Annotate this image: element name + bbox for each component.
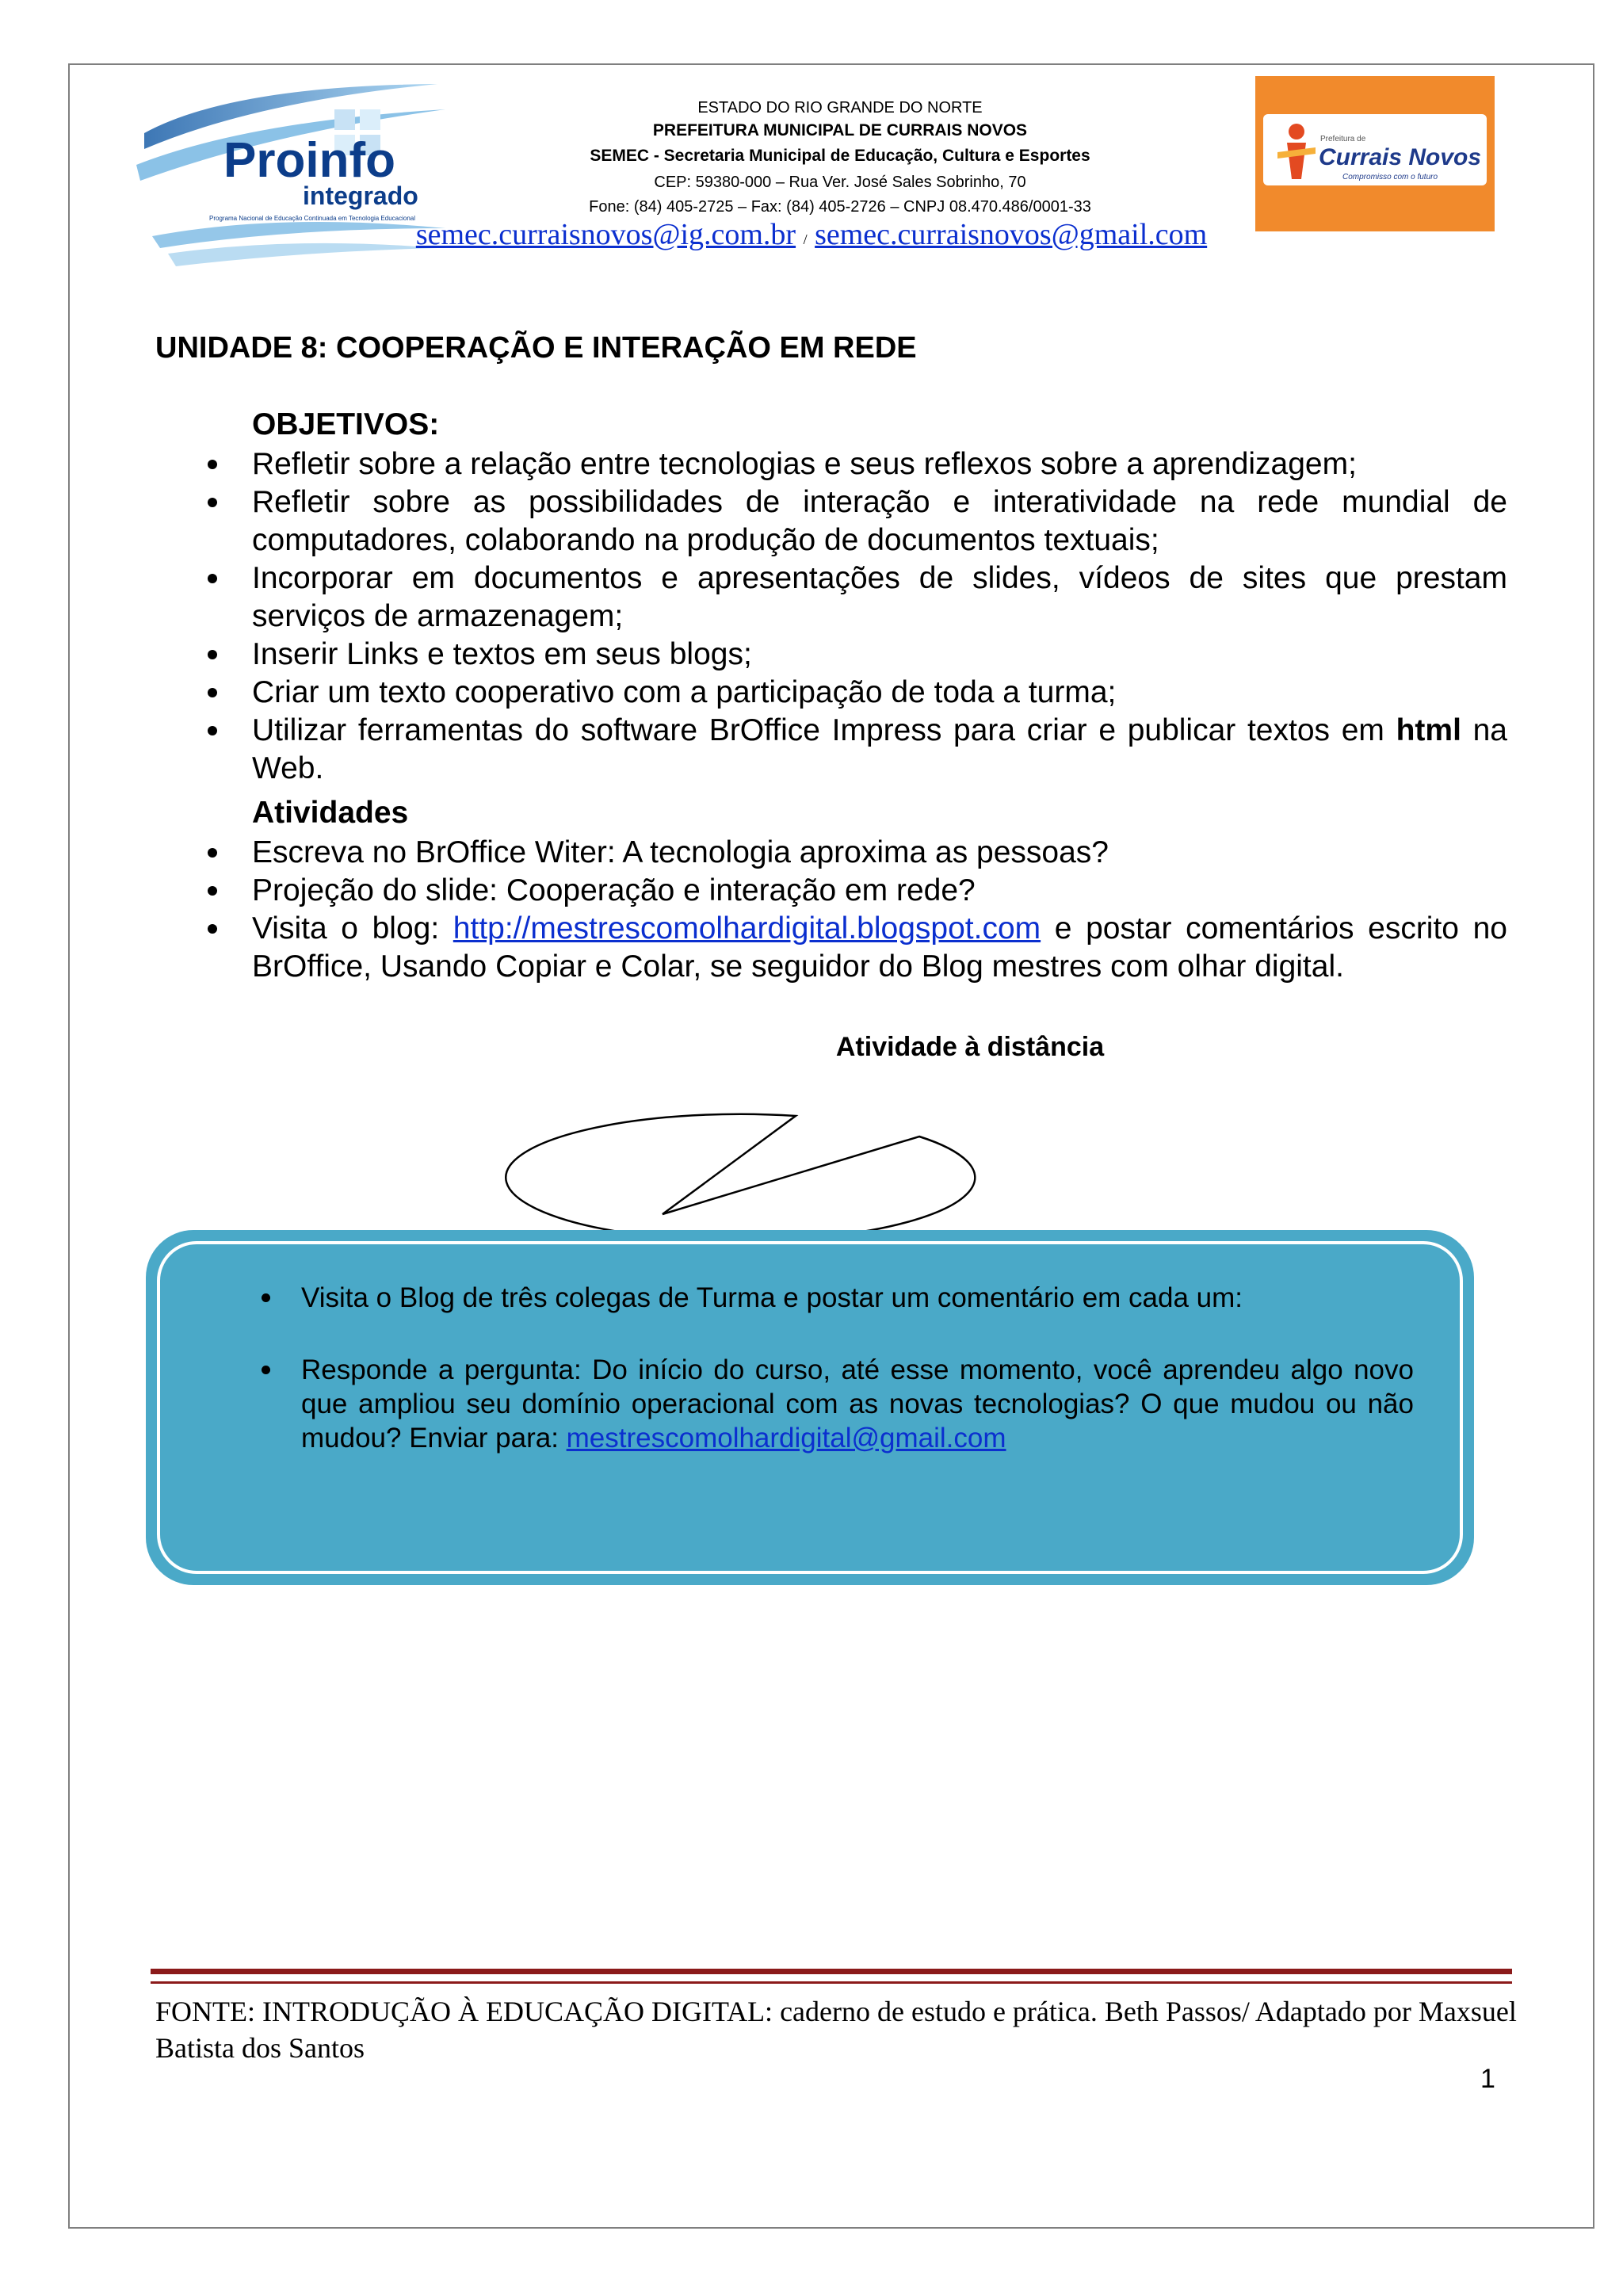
activity-text-end: e postar comentários escrito no BrOffice, Usando Copiar e Colar, se seguidor do Blog mestres com olhar digital. — [252, 911, 1507, 984]
email-separator: / — [803, 231, 808, 247]
currais-novos-logo — [1255, 76, 1495, 231]
email-link-mestres[interactable]: mestrescomolhardigital@gmail.com — [566, 1423, 1006, 1454]
currais-novos-logo-text: Currais Novos — [1319, 144, 1482, 170]
distance-item — [301, 1353, 1414, 1455]
page-number: 1 — [1480, 2064, 1495, 2094]
header-prefeitura: PREFEITURA MUNICIPAL DE CURRAIS NOVOS — [652, 121, 1028, 139]
currais-novos-logo-top: Prefeitura de — [1320, 135, 1366, 143]
blog-link[interactable]: http://mestrescomolhardigital.blogspot.com — [453, 911, 1041, 946]
currais-novos-logo-tagline: Compromisso com o futuro — [1342, 173, 1438, 181]
objective-item: Inserir Links e textos em seus blogs; — [252, 636, 1507, 674]
proinfo-logo-text: Proinfo — [223, 133, 395, 188]
footer-source: FONTE: INTRODUÇÃO À EDUCAÇÃO DIGITAL: caderno de estudo e prática. Beth Passos/ Adaptado por Maxsuel Batista dos Santos — [155, 1996, 1517, 2064]
activity-item: Escreva no BrOffice Witer: A tecnologia aproxima as pessoas? — [252, 834, 1507, 872]
proinfo-logo-subtext: integrado — [303, 181, 418, 210]
activities-heading: Atividades — [252, 796, 409, 830]
objective-item: Criar um texto cooperativo com a participação de toda a turma; — [252, 674, 1507, 712]
objective-html-keyword: html — [1396, 713, 1461, 747]
footer-rule-thick — [151, 1969, 1512, 1974]
objectives-list — [252, 445, 1507, 788]
objective-item: Refletir sobre a relação entre tecnologias e seus reflexos sobre a aprendizagem; — [252, 445, 1507, 483]
header-address: CEP: 59380-000 – Rua Ver. José Sales Sobrinho, 70 — [654, 174, 1026, 191]
proinfo-logo-caption: Programa Nacional de Educação Continuada em Tecnologia Educacional — [209, 215, 416, 222]
objectives-heading: OBJETIVOS: — [252, 407, 440, 441]
objective-text-end: na Web. — [252, 713, 1507, 785]
activity-item — [252, 910, 1507, 986]
header-emails — [0, 217, 1623, 252]
activity-item: Projeção do slide: Cooperação e interação em rede? — [252, 872, 1507, 910]
objective-item — [252, 712, 1507, 788]
bubble-label: Atividade à distância — [835, 1032, 1105, 1062]
email-link-gmail[interactable]: semec.curraisnovos@gmail.com — [815, 218, 1208, 251]
footer-rule-thin — [151, 1981, 1512, 1984]
objective-item: Refletir sobre as possibilidades de interação e interatividade na rede mundial de computadores, colaborando na produção de documentos textuais; — [252, 483, 1507, 560]
activities-list — [252, 834, 1507, 986]
distance-activity-list — [301, 1281, 1414, 1493]
header-phone: Fone: (84) 405-2725 – Fax: (84) 405-2726 – CNPJ 08.470.486/0001-33 — [589, 198, 1091, 216]
distance-question: Responde a pergunta: Do início do curso, até esse momento, você aprendeu algo novo que ampliou seu domínio operacional com as novas tecnologias? O que mudou ou não mudou? Enviar para: — [301, 1354, 1414, 1454]
page-frame — [68, 63, 1594, 2229]
email-link-ig[interactable]: semec.curraisnovos@ig.com.br — [415, 218, 796, 251]
unit-title: UNIDADE 8: COOPERAÇÃO E INTERAÇÃO EM REDE — [155, 331, 917, 365]
objective-text: Utilizar ferramentas do software BrOffice Impress para criar e publicar textos em — [252, 713, 1396, 747]
header-semec: SEMEC - Secretaria Municipal de Educação, Cultura e Esportes — [590, 147, 1090, 165]
distance-item: Visita o Blog de três colegas de Turma e postar um comentário em cada um: — [301, 1281, 1414, 1315]
objective-item: Incorporar em documentos e apresentações de slides, vídeos de sites que prestam serviços de armazenagem; — [252, 560, 1507, 636]
header-state: ESTADO DO RIO GRANDE DO NORTE — [697, 99, 983, 117]
activity-text: Visita o blog: — [252, 911, 453, 946]
